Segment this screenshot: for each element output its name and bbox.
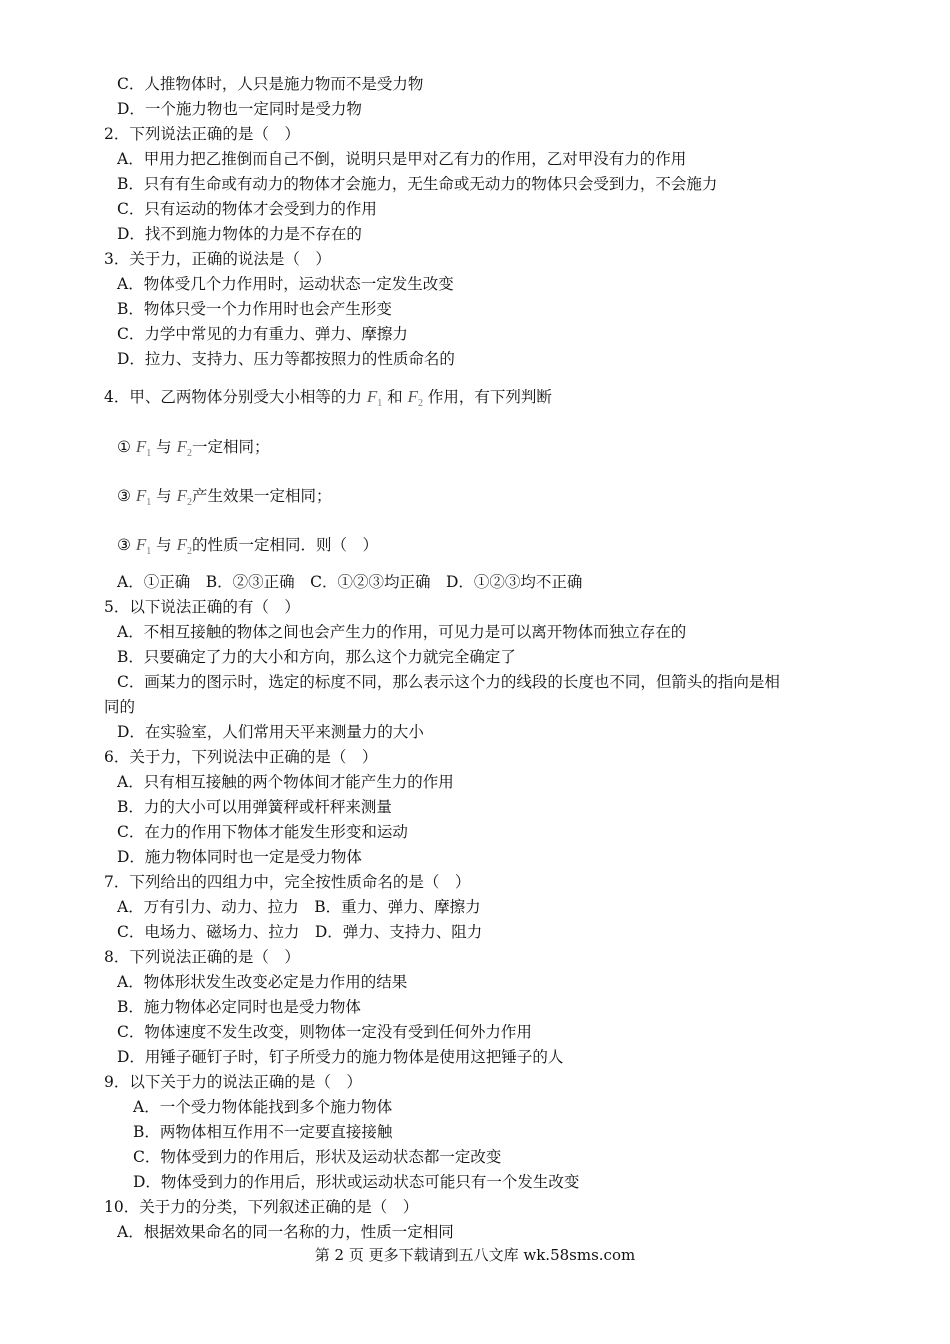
- formula-f1: $F_1$: [366, 387, 383, 409]
- option-5a: A．不相互接触的物体之间也会产生力的作用，可见力是可以离开物体而独立存在的: [117, 623, 687, 641]
- formula-f2: $F_2$: [176, 535, 193, 557]
- question-10: 10．关于力的分类，下列叙述正确的是（ ）: [104, 1198, 419, 1216]
- option-8a: A．物体形状发生改变必定是力作用的结果: [117, 973, 408, 991]
- q4-stem-and: 和: [387, 388, 403, 406]
- option-6b: B．力的大小可以用弹簧秤或杆秤来测量: [117, 798, 392, 816]
- option-2c: C．只有运动的物体才会受到力的作用: [117, 200, 377, 218]
- formula-f1: $F_1$: [135, 437, 152, 459]
- option-7cd: C．电场力、磁场力、拉力 D．弹力、支持力、阻力: [117, 923, 483, 941]
- option-5d: D．在实验室，人们常用天平来测量力的大小: [117, 723, 424, 741]
- option-9a: A．一个受力物体能找到多个施力物体: [133, 1098, 393, 1116]
- option-2b: B．只有有生命或有动力的物体才会施力，无生命或无动力的物体只会受到力，不会施力: [117, 175, 718, 193]
- option-3b: B．物体只受一个力作用时也会产生形变: [117, 300, 392, 318]
- option-9c: C．物体受到力的作用后，形状及运动状态都一定改变: [133, 1148, 502, 1166]
- question-4: [104, 386, 552, 408]
- option-3d: D．拉力、支持力、压力等都按照力的性质命名的: [117, 350, 455, 368]
- option-6c: C．在力的作用下物体才能发生形变和运动: [117, 823, 408, 841]
- question-6: 6．关于力，下列说法中正确的是（ ）: [104, 748, 378, 766]
- question-5: 5．以下说法正确的有（ ）: [104, 598, 300, 616]
- option-9b: B．两物体相互作用不一定要直接接触: [133, 1123, 393, 1141]
- question-7: 7．下列给出的四组力中，完全按性质命名的是（ ）: [104, 873, 471, 891]
- formula-f1: $F_1$: [135, 535, 152, 557]
- formula-f2: $F_2$: [176, 437, 193, 459]
- question-3: 3．关于力，正确的说法是（ ）: [104, 250, 331, 268]
- option-1c: C．人推物体时，人只是施力物而不是受力物: [117, 75, 424, 93]
- option-8c: C．物体速度不发生改变，则物体一定没有受到任何外力作用: [117, 1023, 532, 1041]
- option-6d: D．施力物体同时也一定是受力物体: [117, 848, 362, 866]
- option-1d: D．一个施力物也一定同时是受力物: [117, 100, 362, 118]
- formula-f2: $F_2$: [407, 387, 423, 409]
- q4-judgement-1: ① $F_1$ 与 $F_2$一定相同；: [117, 437, 270, 459]
- q4-judgement-3: ③ $F_1$ 与 $F_2$的性质一定相同．则（ ）: [117, 535, 379, 557]
- option-2a: A．甲用力把乙推倒而自己不倒，说明只是甲对乙有力的作用，乙对甲没有力的作用: [117, 150, 687, 168]
- option-8b: B．施力物体必定同时也是受力物体: [117, 998, 361, 1016]
- q4-judgement-2: ③ $F_1$ 与 $F_2$产生效果一定相同；: [117, 486, 332, 508]
- q4-stem-b: 作用，有下列判断: [427, 388, 552, 406]
- page-footer: 第 2 页 更多下载请到五八文库 wk.58sms.com: [314, 1246, 636, 1264]
- option-5b: B．只要确定了力的大小和方向，那么这个力就完全确定了: [117, 648, 516, 666]
- question-9: 9．以下关于力的说法正确的是（ ）: [104, 1073, 362, 1091]
- option-5c: C．画某力的图示时，选定的标度不同，那么表示这个力的线段的长度也不同，但箭头的指向是相: [117, 673, 780, 691]
- option-2d: D．找不到施力物体的力是不存在的: [117, 225, 362, 243]
- option-10a: A．根据效果命名的同一名称的力，性质一定相同: [117, 1223, 454, 1241]
- formula-f1: $F_1$: [135, 486, 152, 508]
- option-3a: A．物体受几个力作用时，运动状态一定发生改变: [117, 275, 454, 293]
- option-9d: D．物体受到力的作用后，形状或运动状态可能只有一个发生改变: [133, 1173, 580, 1191]
- formula-f2: $F_2$: [176, 486, 193, 508]
- option-7ab: A．万有引力、动力、拉力 B．重力、弹力、摩擦力: [117, 898, 481, 916]
- option-6a: A．只有相互接触的两个物体间才能产生力的作用: [117, 773, 454, 791]
- q4-options: A．①正确 B．②③正确 C．①②③均正确 D．①②③均不正确: [117, 573, 583, 591]
- option-8d: D．用锤子砸钉子时，钉子所受力的施力物体是使用这把锤子的人: [117, 1048, 564, 1066]
- option-5c-continued: 同的: [104, 698, 136, 716]
- question-8: 8．下列说法正确的是（ ）: [104, 948, 300, 966]
- q4-stem-a: 4．甲、乙两物体分别受大小相等的力: [104, 388, 362, 406]
- option-3c: C．力学中常见的力有重力、弹力、摩擦力: [117, 325, 408, 343]
- question-2: 2．下列说法正确的是（ ）: [104, 125, 300, 143]
